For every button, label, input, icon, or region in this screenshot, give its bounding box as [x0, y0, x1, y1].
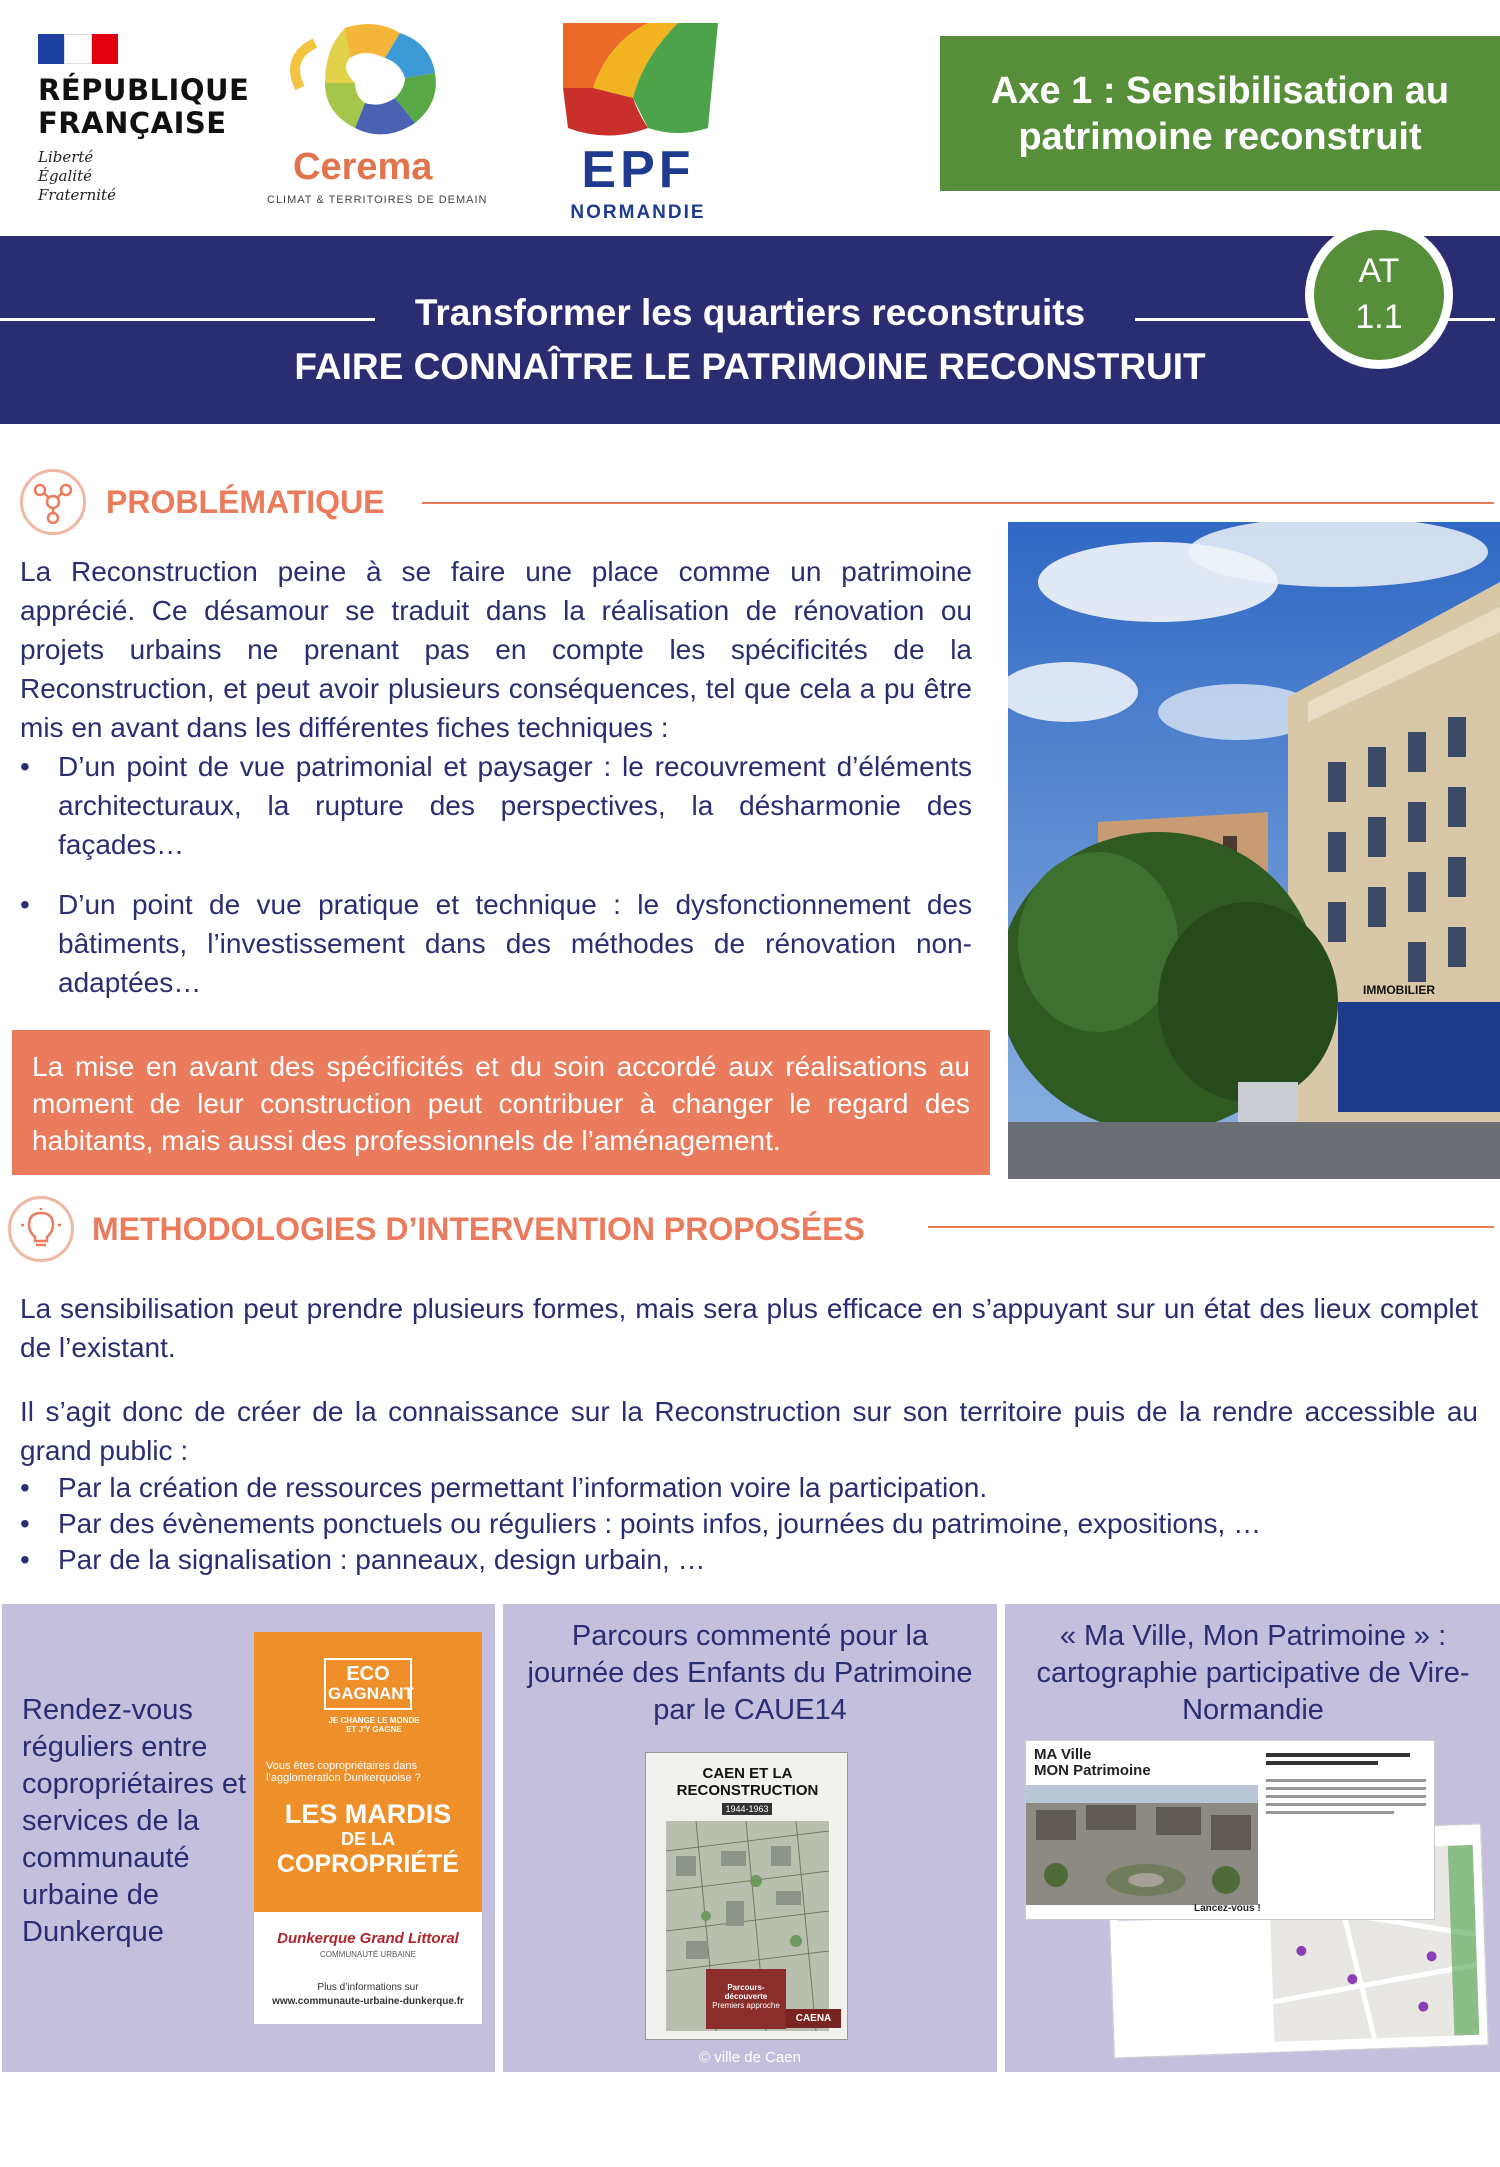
methodologies-bullets: [20, 1470, 1478, 1578]
vire-aerial-photo: [1026, 1785, 1258, 1905]
eco-gagnant-badge: ECO GAGNANT: [324, 1658, 412, 1710]
list-item: • D’un point de vue pratique et technique : le dysfonctionnement des bâtiments, l’investissement dans des méthodes de rénovation non-adaptées…: [20, 885, 972, 1002]
poster-question: Vous êtes copropriétaires dans l’agglomération Dunkerquoise ?: [266, 1760, 421, 1784]
list-item: • Par de la signalisation : panneaux, design urbain, …: [20, 1542, 1478, 1578]
poster-title: LES MARDIS DE LA COPROPRIÉTÉ: [277, 1799, 459, 1878]
photo-shop-sign: IMMOBILIER: [1363, 983, 1435, 997]
caen-reconstruction-booklet: [645, 1752, 848, 2040]
dunkerque-logo: Dunkerque Grand Littoral: [277, 1930, 459, 1947]
cerema-wordmark: Cerema: [293, 146, 433, 188]
problematique-heading: [20, 469, 385, 535]
epf-wordmark: EPF: [581, 141, 695, 199]
mardis-copropriete-poster: [254, 1632, 482, 2024]
booklet-tag: Parcours-découverte Premiers approche: [706, 1969, 786, 2029]
example-panel-vire: [1005, 1604, 1500, 2072]
epf-shape-icon: [548, 18, 728, 148]
booklet-title: CAEN ET LA RECONSTRUCTION: [676, 1765, 819, 1799]
problematique-callout: La mise en avant des spécificités et du soin accordé aux réalisations au moment de leur construction peut contribuer à changer le regard des habitants, mais aussi des professionnels de l’aménagement.: [12, 1030, 990, 1175]
example-panel-caen: [503, 1604, 997, 2072]
methodologies-para1: La sensibilisation peut prendre plusieurs formes, mais sera plus efficace en s’appuyant sur un état des lieux complet de l’existant.: [20, 1293, 1478, 1363]
eco-gagnant-tagline: JE CHANGE LE MONDE ET J'Y GAGNE: [328, 1716, 420, 1734]
title-band: [0, 236, 1500, 424]
reconstruction-building-photo: [1008, 522, 1500, 1179]
panel-caption: Parcours commenté pour la journée des Enfants du Patrimoine par le CAUE14: [527, 1620, 973, 1726]
marianne-flag-icon: [38, 34, 118, 64]
republique-title: RÉPUBLIQUE FRANÇAISE: [38, 73, 250, 140]
republique-motto: Liberté Égalité Fraternité: [38, 148, 116, 204]
problematique-bullets: [20, 747, 972, 1002]
cerema-logo: [265, 18, 488, 213]
epf-normandie-label: NORMANDIE: [570, 202, 706, 223]
panel-caption: « Ma Ville, Mon Patrimoine » : cartographie participative de Vire-Normandie: [1036, 1620, 1470, 1726]
at-badge-code: AT: [1358, 252, 1400, 290]
photo-credit: © ville de Caen: [699, 2049, 801, 2066]
panel-caption: Rendez-vous réguliers entre copropriétaires et services de la communauté urbaine de Dunkerque: [22, 1694, 247, 1948]
ma-ville-logo: MA Ville MON Patrimoine: [1034, 1746, 1151, 1779]
list-item: • Par la création de ressources permettant l’information voire la participation.: [20, 1470, 1478, 1506]
axe-label: Axe 1 : Sensibilisation au patrimoine reconstruit: [940, 36, 1500, 191]
cerema-star-icon: [265, 18, 485, 148]
site-cta: Lancez-vous !: [1194, 1903, 1261, 1914]
problematique-title: PROBLÉMATIQUE: [106, 483, 385, 520]
methodologies-heading: [8, 1196, 865, 1262]
list-item: • D’un point de vue patrimonial et paysager : le recouvrement d’éléments architecturaux, la rupture des perspectives, la désharmonie des façades…: [20, 747, 972, 864]
homepage-screenshot: [1025, 1740, 1435, 1920]
methodologies-para2: Il s’agit donc de créer de la connaissance sur la Reconstruction sur son territoire puis de la rendre accessible au grand public :: [20, 1396, 1478, 1466]
cerema-tagline: CLIMAT & TERRITOIRES DE DEMAIN: [267, 194, 488, 206]
list-item: • Par des évènements ponctuels ou réguliers : points infos, journées du patrimoine, expositions, …: [20, 1506, 1478, 1542]
band-subtitle: Transformer les quartiers reconstruits: [414, 292, 1086, 333]
problematique-rule: [422, 502, 1494, 504]
network-icon: [20, 469, 86, 535]
poster-info-label: Plus d’informations sur: [317, 1982, 419, 1993]
poster-url: www.communaute-urbaine-dunkerque.fr: [272, 1996, 464, 2007]
epf-normandie-logo: [548, 18, 738, 223]
at-badge-number: 1.1: [1355, 298, 1403, 336]
example-panel-dunkerque: [2, 1604, 495, 2072]
dunkerque-logo-sub: COMMUNAUTÉ URBAINE: [319, 1950, 416, 1959]
at-badge: [1305, 221, 1453, 369]
ma-ville-mon-patrimoine-website: [1025, 1740, 1495, 2060]
lightbulb-icon: [8, 1196, 74, 1262]
methodologies-rule: [928, 1226, 1494, 1228]
methodologies-title: METHODOLOGIES D’INTERVENTION PROPOSÉES: [92, 1210, 865, 1247]
booklet-years: 1944-1963: [722, 1803, 772, 1815]
problematique-intro: La Reconstruction peine à se faire une place comme un patrimoine apprécié. Ce désamour se traduit dans la réalisation de rénovation ou projets urbains ne prenant pas en compte les spécificités de la Reconstruction, et peut avoir plusieurs conséquences, tel que cela a pu être mis en avant dans les différentes fiches techniques :: [20, 556, 972, 743]
band-title: FAIRE CONNAÎTRE LE PATRIMOINE RECONSTRUIT: [294, 346, 1206, 387]
caena-logo: CAENA: [786, 2009, 841, 2028]
republique-francaise-logo: [38, 34, 250, 205]
